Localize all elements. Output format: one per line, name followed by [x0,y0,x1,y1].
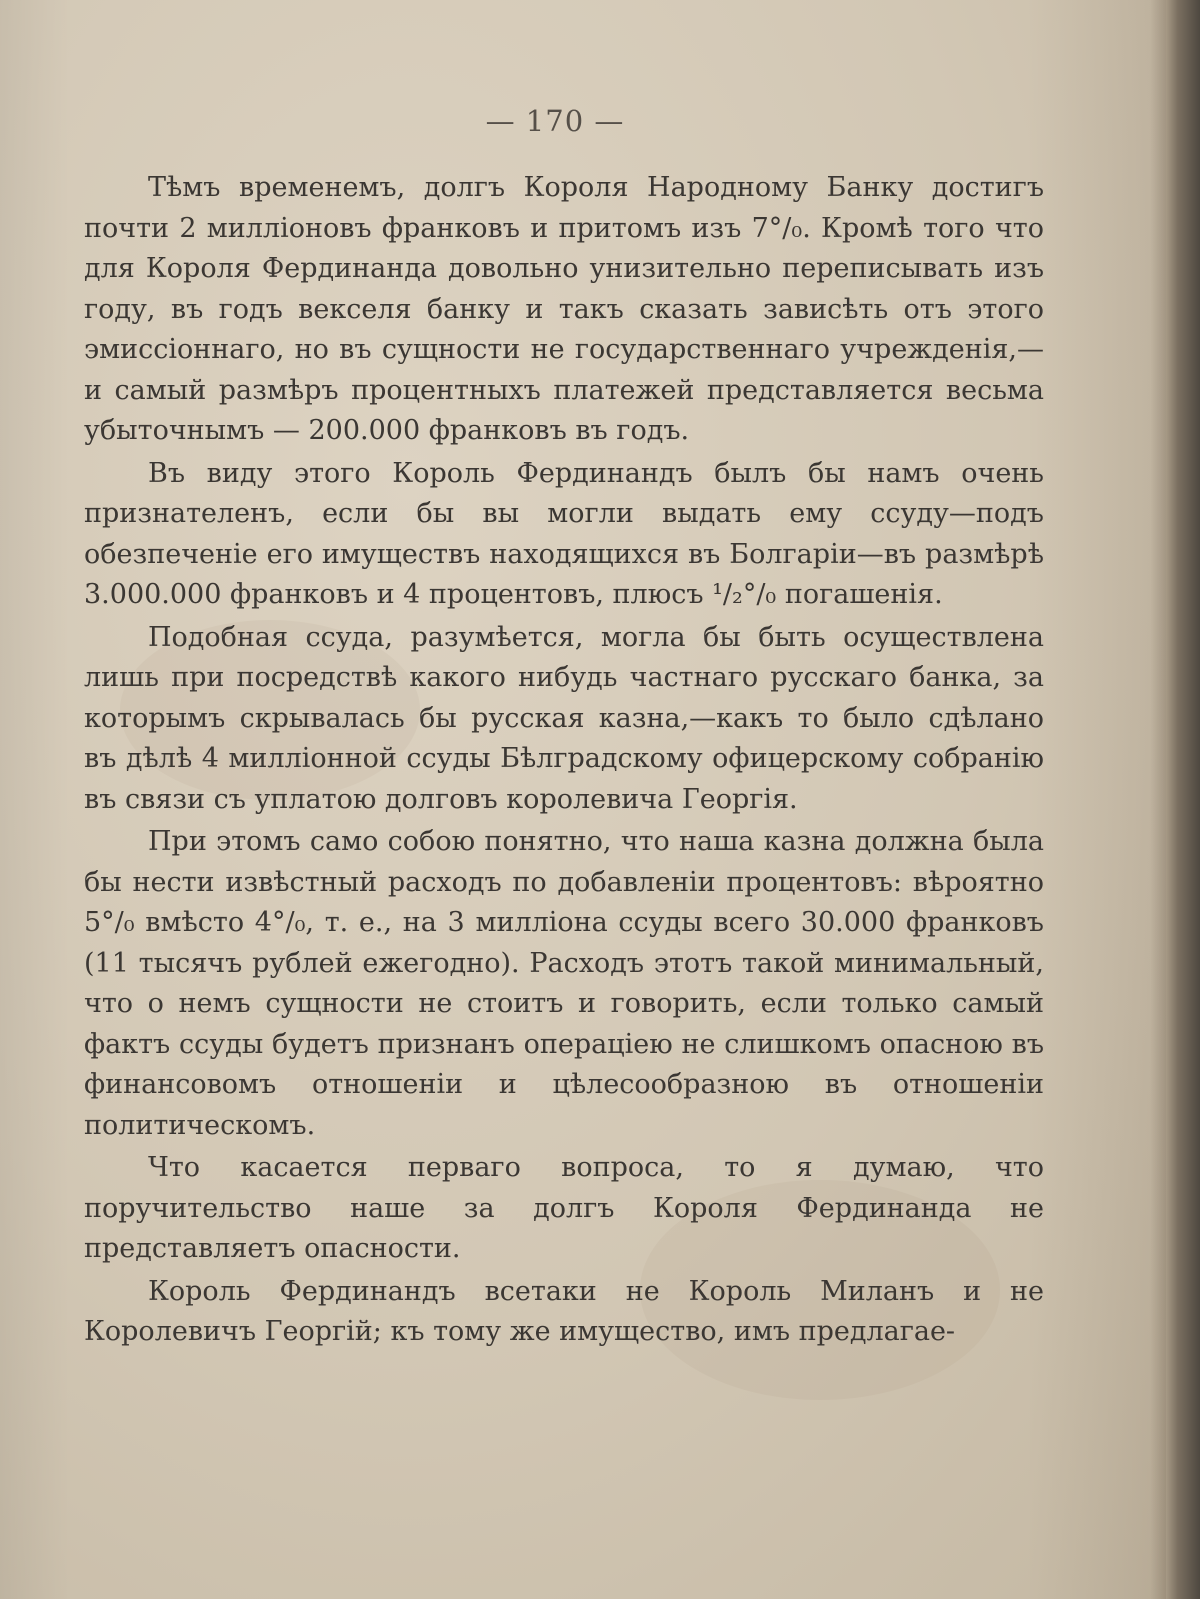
paragraph-1: Тѣмъ временемъ, долгъ Короля Народному Банку достигъ почти 2 милліоновъ франковъ и притомъ изъ 7°/₀. Кромѣ того что для Короля Фердинанда довольно унизительно переписывать изъ году, въ годъ векселя банку и такъ сказать зависѣть отъ этого эмиссіоннаго, но въ сущности не государственнаго учрежденія,—и самый размѣръ процентныхъ платежей представляется весьма убыточнымъ — 200.000 франковъ въ годъ. [84,172,1044,446]
page-number: — 170 — [485,104,625,138]
paragraph-6: Король Фердинандъ всетаки не Король Миланъ и не Королевичъ Георгій; къ тому же имущество, имъ предлагае- [84,1275,1044,1347]
paragraph-3: Подобная ссуда, разумѣется, могла бы быть осуществлена лишь при посредствѣ какого нибудь частнаго русскаго банка, за которымъ скрывалась бы русская казна,—какъ то было сдѣлано въ дѣлѣ 4 милліонной ссуды Бѣлградскому офицерскому собранію въ связи съ уплатою долговъ королевича Георгія. [84,621,1044,815]
paragraph-4: При этомъ само собою понятно, что наша казна должна была бы нести извѣстный расходъ по добавленіи процентовъ: вѣроятно 5°/₀ вмѣсто 4°/₀, т. е., на 3 милліона ссуды всего 30.000 франковъ (11 тысячъ рублей ежегодно). Расходъ этотъ такой минимальный, что о немъ сущности не стоитъ и говорить, если только самый фактъ ссуды будетъ признанъ операціею не слишкомъ опасною въ финансовомъ отношеніи и цѣлесообразною въ отношеніи политическомъ. [84,826,1044,1141]
book-spine [1166,0,1200,1599]
body-text [84,168,1044,1353]
paragraph-5: Что касается перваго вопроса, то я думаю, что поручительство наше за долгъ Короля Фердинанда не представляетъ опасности. [84,1152,1044,1264]
paragraph-2: Въ виду этого Король Фердинандъ былъ бы намъ очень признателенъ, если бы вы могли выдать ему ссуду—подъ обезпеченіе его имуществъ находящихся въ Болгаріи—въ размѣрѣ 3.000.000 франковъ и 4 процентовъ, плюсъ ¹/₂°/₀ погашенія. [84,457,1044,610]
